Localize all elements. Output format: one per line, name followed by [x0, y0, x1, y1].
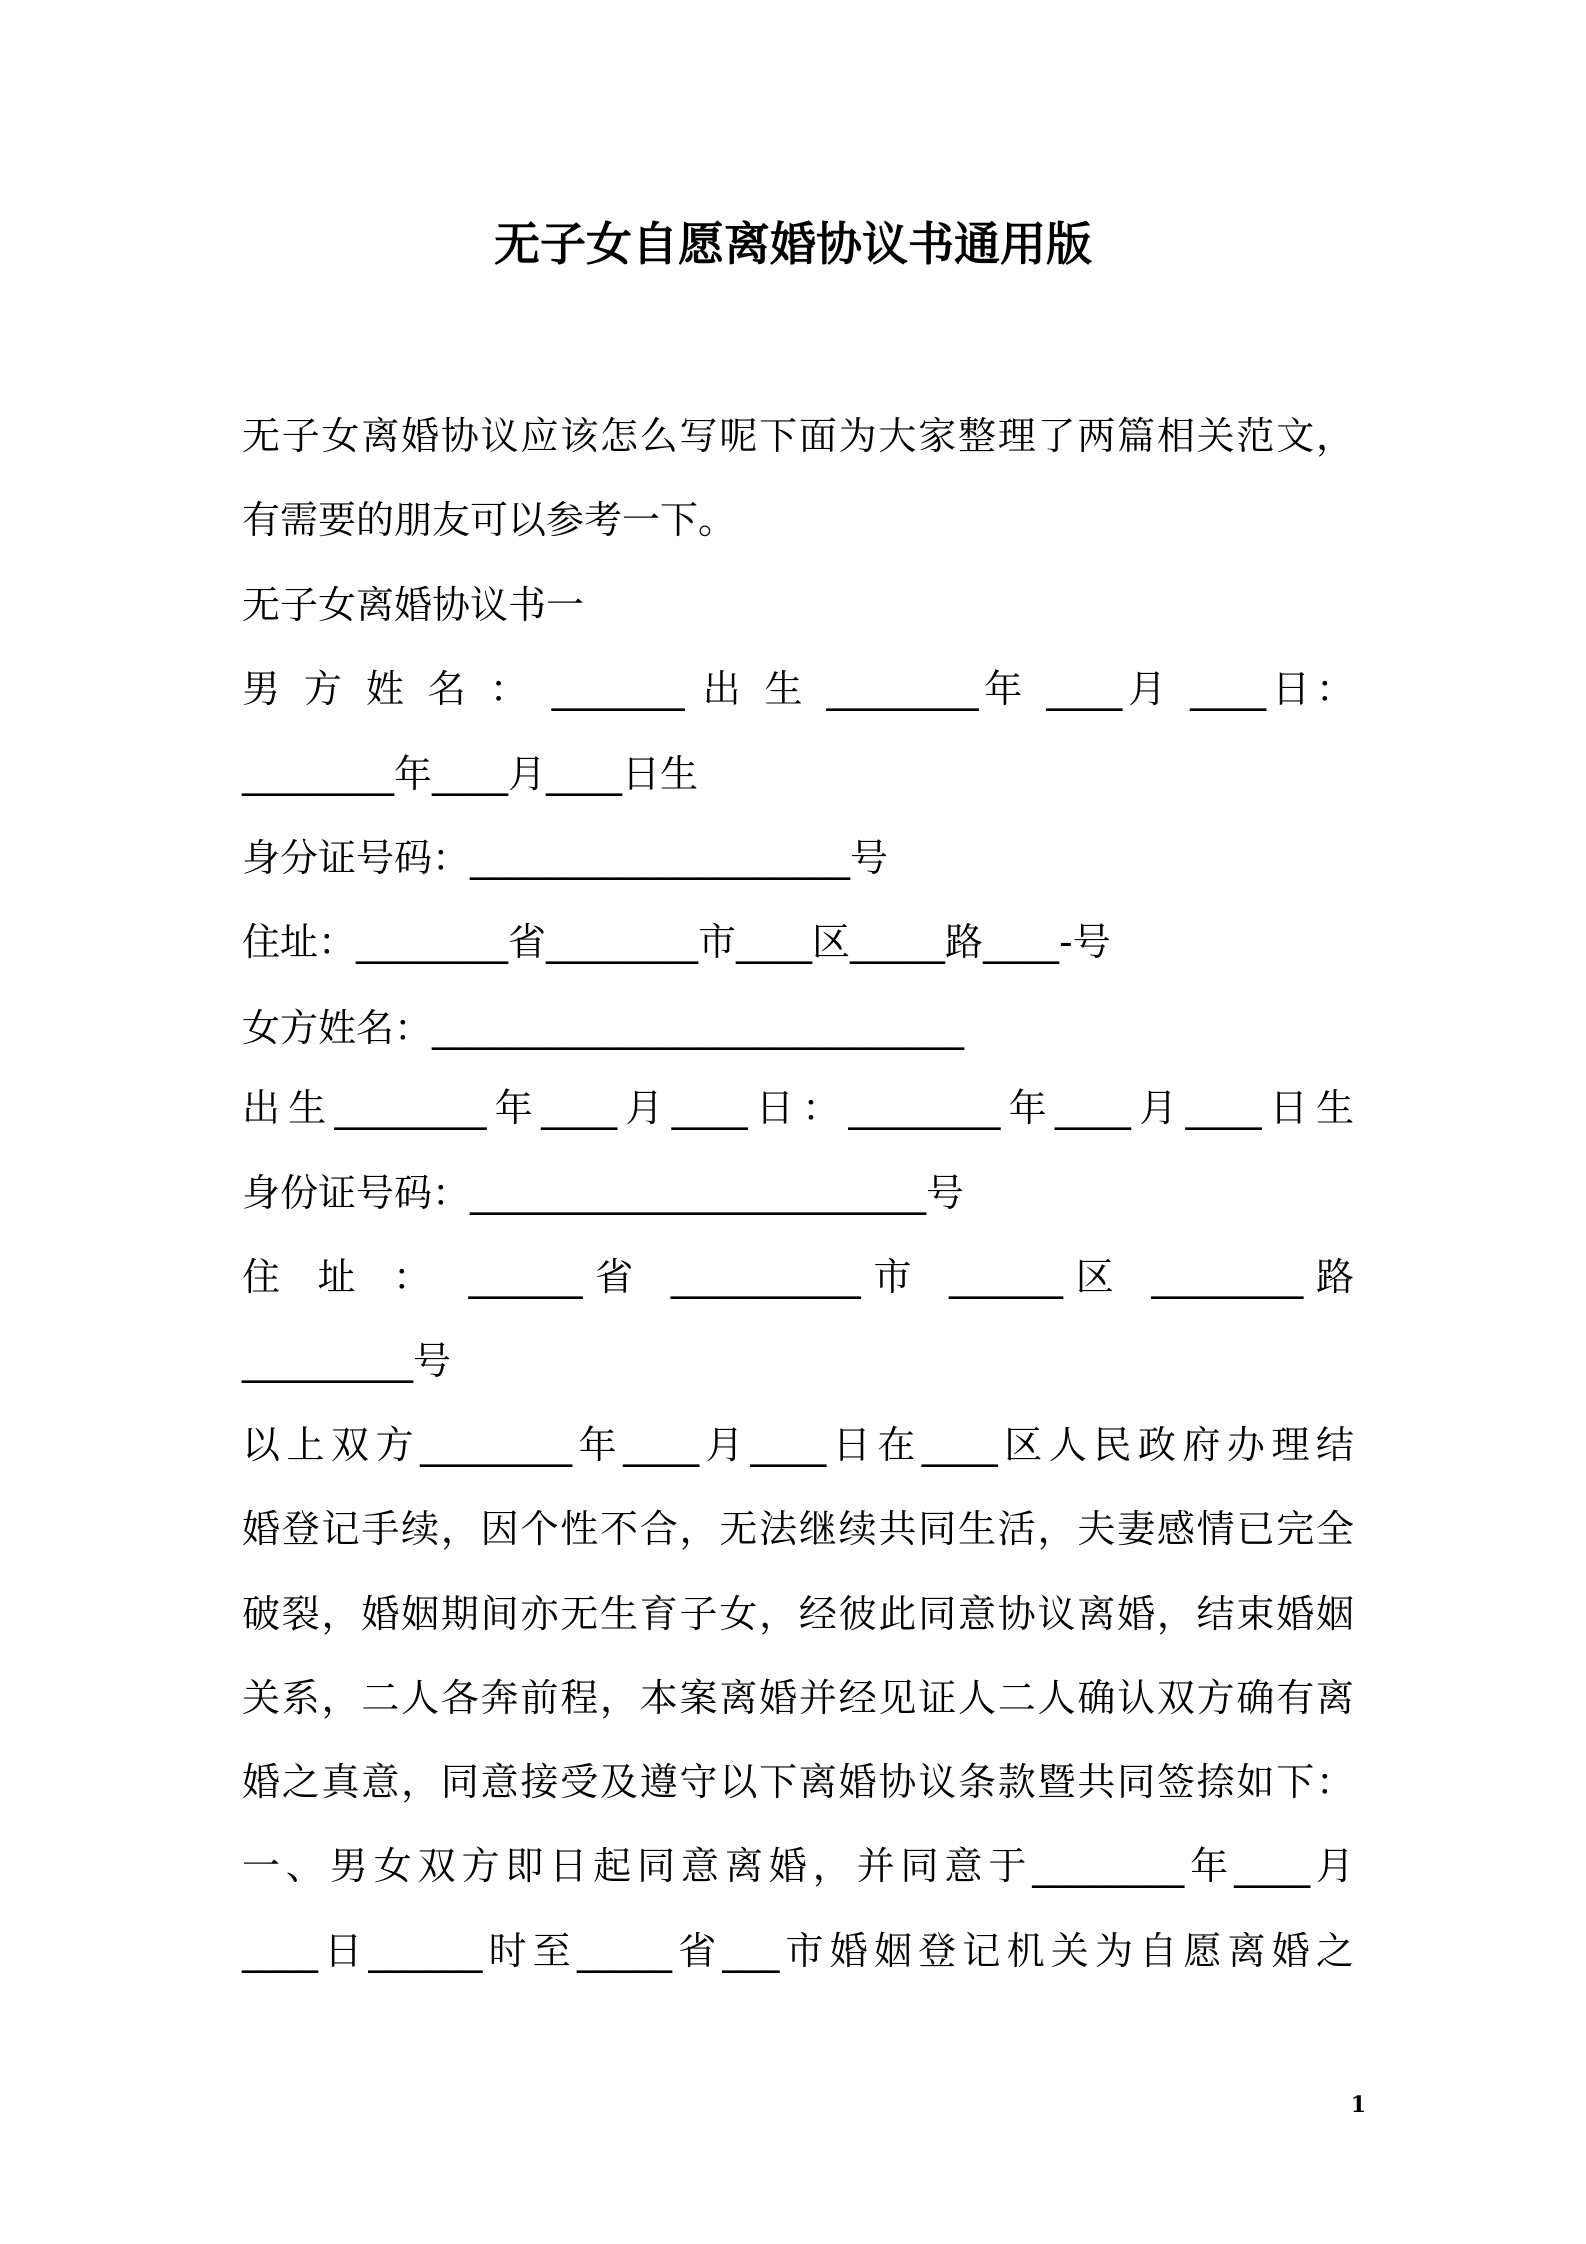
body-line: 无子女离婚协议书一	[242, 583, 585, 627]
form-line-female-birth: 出生________年____月____日：________年____月____日生	[242, 1086, 1354, 1130]
clause-line: ____日______时至_____省___市婚姻登记机关为自愿离婚之	[242, 1929, 1354, 1973]
body-line: 破裂，婚姻期间亦无生育子女，经彼此同意协议离婚，结束婚姻	[242, 1592, 1354, 1636]
clause-line: 一、男女双方即日起同意离婚，并同意于________年____月	[242, 1844, 1354, 1888]
body-line: 无子女离婚协议应该怎么写呢下面为大家整理了两篇相关范文，	[242, 414, 1354, 458]
body-line: 有需要的朋友可以参考一下。	[242, 498, 737, 542]
form-line-male-id: 身分证号码：____________________号	[242, 836, 889, 880]
form-line-male-name: 男 方 姓 名 ： _______ 出 生 ________年 ____月 ____日：	[242, 667, 1354, 711]
form-line-female-id: 身份证号码：________________________号	[242, 1171, 965, 1215]
form-line-female-name: 女方姓名：____________________________	[242, 1006, 965, 1050]
body-line: 婚登记手续，因个性不合，无法继续共同生活，夫妻感情已完全	[242, 1507, 1354, 1551]
document-title: 无子女自愿离婚协议书通用版	[494, 217, 1092, 271]
page-number: 1	[1350, 2092, 1366, 2118]
body-line: 婚之真意，同意接受及遵守以下离婚协议条款暨共同签捺如下：	[242, 1760, 1354, 1804]
form-line-female-address: 住 址 ： ______省 __________市 ______区 ________路	[242, 1255, 1354, 1299]
body-line: 关系，二人各奔前程，本案离婚并经见证人二人确认双方确有离	[242, 1676, 1354, 1720]
body-line: 以上双方________年____月____日在____区人民政府办理结	[242, 1423, 1354, 1467]
form-line-male-birth: ________年____月____日生	[242, 752, 699, 796]
form-line-female-address-cont: _________号	[242, 1339, 452, 1383]
form-line-male-address: 住址：________省________市____区_____路____-号	[242, 920, 1111, 964]
